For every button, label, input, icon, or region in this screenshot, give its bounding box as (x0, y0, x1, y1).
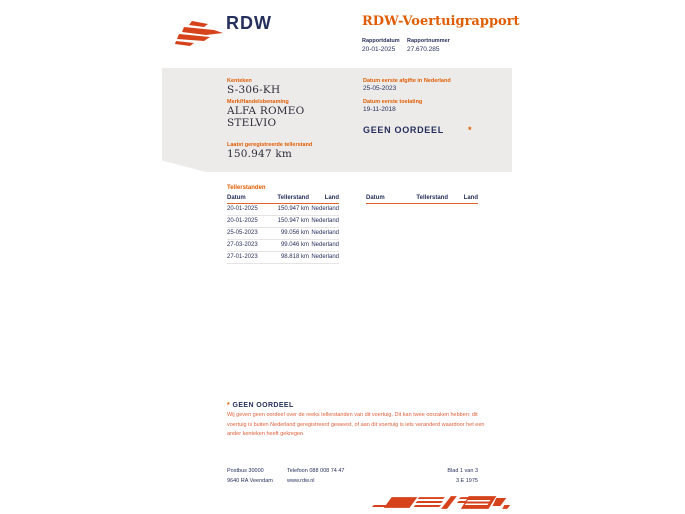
footer-contact (287, 467, 345, 486)
table-cell: Nederland (311, 206, 339, 212)
col-header-land: Land (463, 195, 478, 201)
table-cell: 150.947 km (277, 218, 309, 224)
merk-label: Merk/Handelsbenaming (227, 99, 289, 105)
table-header-row (227, 195, 339, 204)
table-row (227, 204, 339, 216)
tellerstand-label: Laatst geregistreerde tellerstand (227, 142, 313, 148)
report-date-value: 20-01-2025 (362, 46, 396, 53)
col-header-datum: Datum (366, 195, 385, 201)
tellerstanden-table-continued (366, 195, 478, 204)
merk-value-line2: STELVIO (227, 117, 277, 129)
report-number-label: Rapportnummer (407, 38, 450, 44)
table-cell: 20-01-2025 (227, 206, 258, 212)
kenteken-value: S-306-KH (227, 84, 281, 96)
merk-value-line1: ALFA ROMEO (227, 105, 305, 117)
tellerstand-value: 150.947 km (227, 148, 293, 160)
afgifte-label: Datum eerste afgifte in Nederland (363, 78, 451, 84)
table-cell: Nederland (311, 254, 339, 260)
tellerstanden-title: Tellerstanden (227, 185, 266, 191)
rdw-logo-icon (175, 18, 223, 48)
verdict-text: GEEN OORDEEL (363, 125, 444, 135)
report-number-value: 27.670.285 (407, 46, 440, 53)
col-header-land: Land (324, 195, 339, 201)
note-paragraph (227, 411, 495, 440)
toelating-label: Datum eerste toelating (363, 99, 423, 105)
table-header-row (366, 195, 478, 204)
col-header-datum: Datum (227, 195, 246, 201)
rdw-wordmark: RDW (226, 13, 272, 33)
footer-form-code: 3 E 1975 (455, 477, 478, 484)
table-cell: 27-01-2023 (227, 254, 258, 260)
footer-page-number: Blad 1 van 3 (447, 468, 478, 474)
footer-phone: Telefoon 088 008 74 47 (287, 468, 345, 474)
table-cell: 99.056 km (280, 230, 309, 236)
note-title-text: GEEN OORDEEL (232, 402, 294, 409)
table-row (227, 240, 339, 252)
table-cell: 150.947 km (277, 206, 309, 212)
footer-address (227, 467, 273, 486)
table-cell: Nederland (311, 230, 339, 236)
footer-website: www.rdw.nl (287, 477, 315, 484)
table-body (227, 204, 339, 264)
toelating-value: 19-11-2018 (363, 106, 396, 113)
note-title (227, 402, 294, 409)
table-row (227, 252, 339, 264)
table-cell: Nederland (311, 218, 339, 224)
rdw-stripes-graphic-icon (368, 492, 526, 512)
table-cell: 20-01-2025 (227, 218, 258, 224)
table-row (227, 216, 339, 228)
table-cell: 27-03-2023 (227, 242, 258, 248)
note-line: ander kenteken heeft gekregen. (227, 431, 305, 437)
kenteken-label: Kenteken (227, 78, 252, 84)
col-header-tellerstand: Tellerstand (277, 195, 309, 201)
table-row (227, 228, 339, 240)
table-cell: Nederland (311, 242, 339, 248)
table-cell: 98.818 km (280, 254, 309, 260)
table-cell: 99.046 km (280, 242, 309, 248)
tellerstanden-table (227, 195, 339, 264)
report-title: RDW-Voertuigrapport (362, 14, 520, 29)
vehicle-summary-panel (162, 68, 512, 172)
footer-pageinfo (418, 467, 478, 486)
note-line: Wij geven geen oordeel over de reeks tellerstanden van dit voertuig. Dit kan twee oorzaken hebben: dit (227, 412, 478, 418)
afgifte-value: 25-05-2023 (363, 85, 397, 92)
col-header-tellerstand: Tellerstand (416, 195, 448, 201)
footer-postbus: Postbus 30000 (227, 468, 264, 474)
note-asterisk: * (227, 402, 231, 409)
table-cell: 25-05-2023 (227, 230, 258, 236)
report-date-label: Rapportdatum (362, 38, 400, 44)
footer-city: 9640 RA Veendam (227, 477, 273, 484)
note-line: voertuig is buiten Nederland geregistreerd geweest, of aan dit voertuig is iets veranderd waardoor het een (227, 421, 485, 428)
verdict-asterisk: * (468, 125, 472, 135)
